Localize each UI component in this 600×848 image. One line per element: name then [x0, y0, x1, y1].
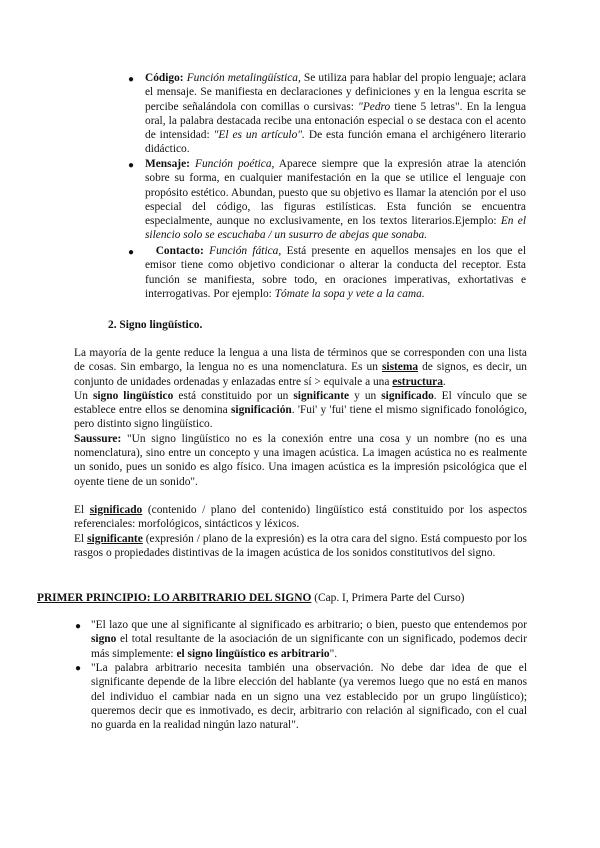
paragraph-significado: El significado (contenido / plano del contenido) lingüístico está constituido por los aspectos referenciales: morfológicos, sintácticos y léxicos. [74, 503, 527, 531]
term-significacion: significación [230, 404, 292, 417]
section-heading: 2. Signo lingüístico. [108, 319, 203, 331]
function-text: Está presente en aquellos mensajes en los que el emisor tiene como objetivo condicionar o alterar la conducta del receptor. Esta función se manifiesta, sobre todo, en oraciones imperativas, exhortativas e interrogativas. Por ejemplo: [145, 245, 526, 300]
section-body [74, 346, 527, 560]
function-item-poetic [145, 157, 526, 243]
term-signo-arbitrario: el signo lingüístico es arbitrario [176, 647, 330, 660]
function-text: Aparece siempre que la expresión atrae la atención sobre su forma, en cualquier manifestación en la que se utilice el lenguaje con propósito estético. Abundan, puesto que su objetivo es llamar la atención por el uso especial del código, las figuras estilísticas. Esta función se encuentra especialmente, aunque no exclusivamente, en los textos literarios.Ejemplo: [145, 158, 527, 228]
function-example: En el silencio solo se escuchaba / un susurro de abejas que sonaba. [145, 215, 526, 242]
function-item-phatic [145, 244, 526, 301]
bullet-icon: ● [128, 74, 135, 85]
paragraph-sign-definition: Un signo lingüístico está constituido por un significante y un significado. El vínculo que se establece entre ellos se denomina significación. 'Fui' y 'fui' tiene el mismo significado fonológico, pero distinto signo lingüístico. [74, 389, 528, 431]
function-type: Función metalingüística, [186, 72, 301, 84]
bullet-icon: ● [128, 247, 135, 258]
bullet-icon: ● [75, 663, 82, 674]
term-significado-underlined: significado [89, 503, 143, 516]
quote-item-arbitrary: "El lazo que une al significante al significado es arbitrario; o bien, puesto que entendemos por signo el total resultante de la asociación de un significante con un significado, podemos decir más simplemente: el signo lingüístico es arbitrario". [91, 619, 527, 660]
principle-reference: (Cap. I, Primera Parte del Curso) [314, 592, 465, 604]
term-signo: signo [91, 633, 117, 646]
bullet-icon: ● [128, 160, 135, 171]
principle-heading-line [37, 591, 557, 605]
function-name: Código: [145, 72, 184, 84]
paragraph-significante: El significante (expresión / plano de la expresión) es la otra cara del signo. Está compuesto por los rasgos o propiedades distintivas de la imagen acústica de los sonidos constitutivos del signo. [74, 532, 527, 559]
function-example: Tómate la sopa y vete a la cama. [274, 287, 425, 300]
function-item-metalinguistic [145, 71, 526, 157]
term-significante: significante [293, 389, 350, 402]
function-example-rest: tiene 5 letras". [394, 100, 463, 113]
term-sistema: sistema [381, 361, 419, 374]
function-text: De esta función emana el archigénero literario didáctico. [145, 129, 526, 156]
quote-item-observation: "La palabra arbitrario necesita también una observación. No debe dar idea de que el significante depende de la libre elección del hablante (ya veremos luego que no está en manos del individuo el cambiar nada en un signo una vez establecido por un grupo lingüístico); queremos decir que es inmotivado, es decir, arbitrario con relación al significado, con el cual no guarda en la realidad ningún lazo natural". [91, 662, 527, 732]
function-name: Contacto: [155, 245, 204, 257]
term-estructura: estructura [392, 375, 443, 388]
function-text: Se utiliza para hablar del propio lenguaje; aclara el mensaje. Se manifiesta en declaraciones y definiciones y en la lengua escrita se percibe señalándola con comillas o cursivas: [145, 72, 526, 113]
term-significado: significado [381, 389, 434, 402]
term-significante-underlined: significante [87, 532, 143, 545]
principle-heading: PRIMER PRINCIPIO: LO ARBITRARIO DEL SIGNO [37, 592, 312, 604]
function-text: En la lengua oral, la palabra destacada recibe una entonación especial o se destaca con el acento de intensidad: [145, 100, 526, 142]
function-example: "Pedro [358, 100, 391, 113]
function-example: "El es un artículo". [213, 129, 305, 142]
term-signo: signo lingüístico [92, 389, 174, 402]
paragraph-saussure: Saussure: "Un signo lingüístico no es la conexión entre una cosa y un nombre (no es una nomenclatura), sino entre un concepto y una imagen acústica. La imagen acústica no es realmente un sonido, pues un sonido es algo físico. Una imagen acústica es la impresión psicológica que el oyente tiene de un sonido". [74, 432, 527, 488]
saussure-label: Saussure: [74, 432, 122, 445]
function-type: Función poética, [194, 158, 275, 170]
function-type: Función fática, [209, 245, 282, 257]
function-name: Mensaje: [145, 158, 190, 170]
paragraph-system: La mayoría de la gente reduce la lengua a una lista de términos que se corresponden con una lista de cosas. Sin embargo, la lengua no es una nomenclatura. Es un sistema de signos, es decir, un conjunto de unidades ordenadas y enlazadas entre sí > equivale a una estructura. [74, 347, 527, 388]
bullet-icon: ● [75, 621, 82, 632]
